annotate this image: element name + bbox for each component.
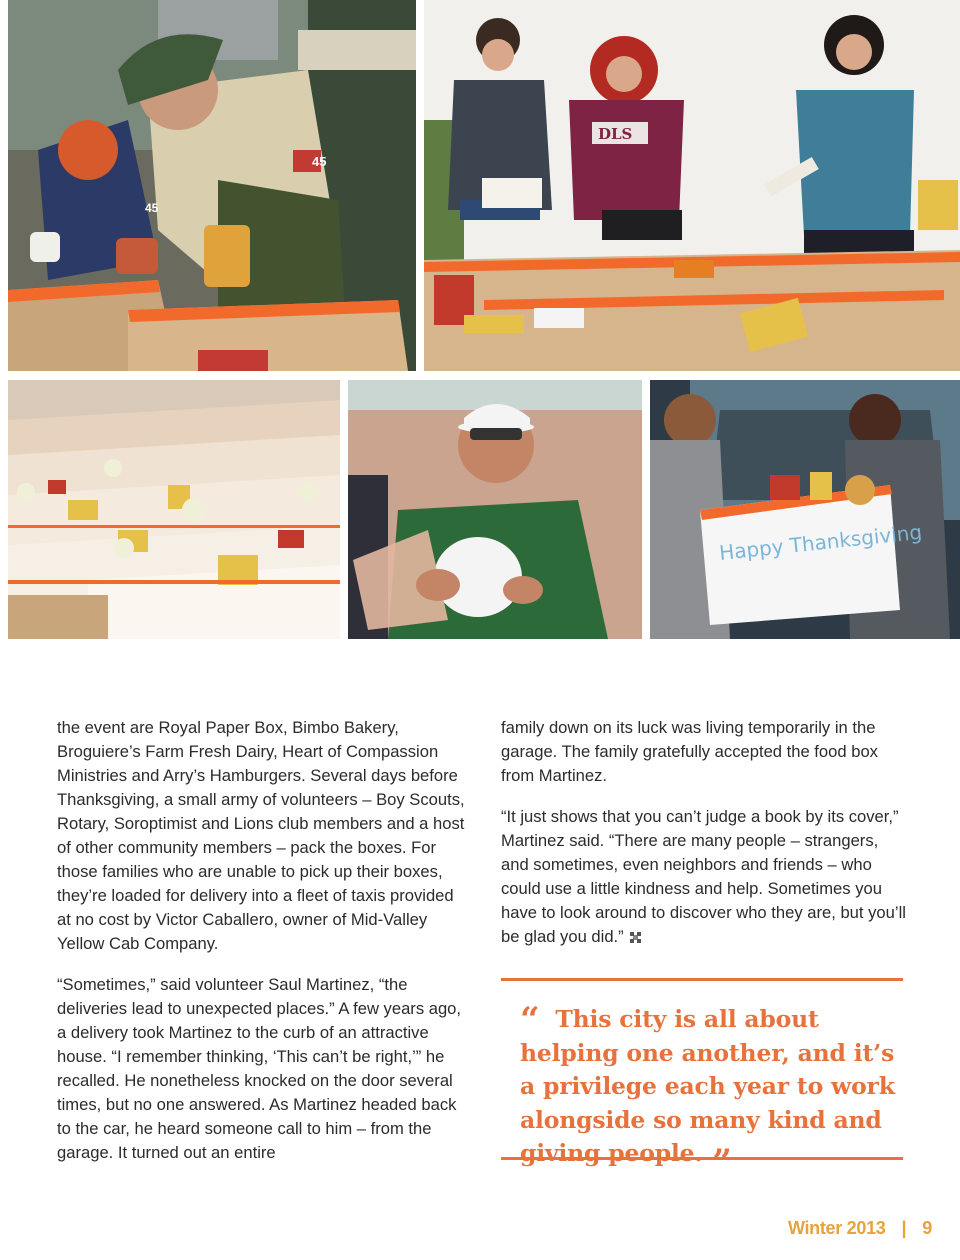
box-label: Happy Thanksgiving — [718, 519, 924, 565]
patch-number-1: 45 — [312, 154, 327, 169]
close-quote-icon: ” — [712, 1142, 732, 1182]
end-of-story-icon — [630, 932, 641, 943]
page-footer — [788, 1218, 932, 1239]
photo-volunteers-loading — [424, 0, 960, 371]
shirt-logo: DLS — [598, 125, 633, 143]
page-number: 9 — [922, 1218, 932, 1238]
article-paragraph-text: “It just shows that you can’t judge a book by its cover,” Martinez said. “There are many people – strangers, and sometimes, even neighbors and friends – who could use a little kindness and help. Sometimes you have to look around to discover who they are, but you’ll be glad you did.” — [501, 807, 906, 946]
pull-quote-text-block — [520, 1000, 900, 1182]
pull-quote-text: This city is all about helping one another, and it’s a privilege each year to work alongside so many kind and giving people. — [520, 1005, 895, 1167]
photo-scouts-packing — [8, 0, 416, 371]
article-column-left — [57, 716, 467, 1182]
patch-number-2: 45 — [145, 201, 159, 215]
footer-separator: | — [901, 1218, 907, 1238]
open-quote-icon: “ — [520, 1000, 540, 1040]
article-paragraph: the event are Royal Paper Box, Bimbo Bakery, Broguiere’s Farm Fresh Dairy, Heart of Compassion Ministries and Arry’s Hamburgers. Several days before Thanksgiving, a small army of volunteers – Boy Scouts, Rotary, Soroptimist and Lions club members and a host of other community members – pack the boxes. For those families who are unable to pick up their boxes, they’re loaded for delivery into a fleet of taxis provided at no cost by Victor Caballero, owner of Mid-Valley Yellow Cab Company. — [57, 718, 465, 953]
article-column-right — [501, 716, 906, 966]
pull-quote — [501, 978, 903, 1182]
issue-label: Winter 2013 — [787, 1218, 886, 1238]
article-paragraph-last — [501, 805, 906, 949]
photo-rows-of-boxes — [8, 380, 340, 639]
photo-man-with-turkey — [348, 380, 642, 639]
article-paragraph: family down on its luck was living temporarily in the garage. The family gratefully accepted the food box from Martinez. — [501, 718, 878, 785]
photo-loading-car — [650, 380, 960, 639]
article-paragraph: “Sometimes,” said volunteer Saul Martinez, “the deliveries lead to unexpected places.” A few years ago, a delivery took Martinez to the curb of an attractive house. “I remember thinking, ‘This can’t be right,’” he recalled. He nonetheless knocked on the door several times, but no one answered. As Martinez headed back to the car, he heard someone call to him – from the garage. It turned out an entire — [57, 975, 462, 1162]
